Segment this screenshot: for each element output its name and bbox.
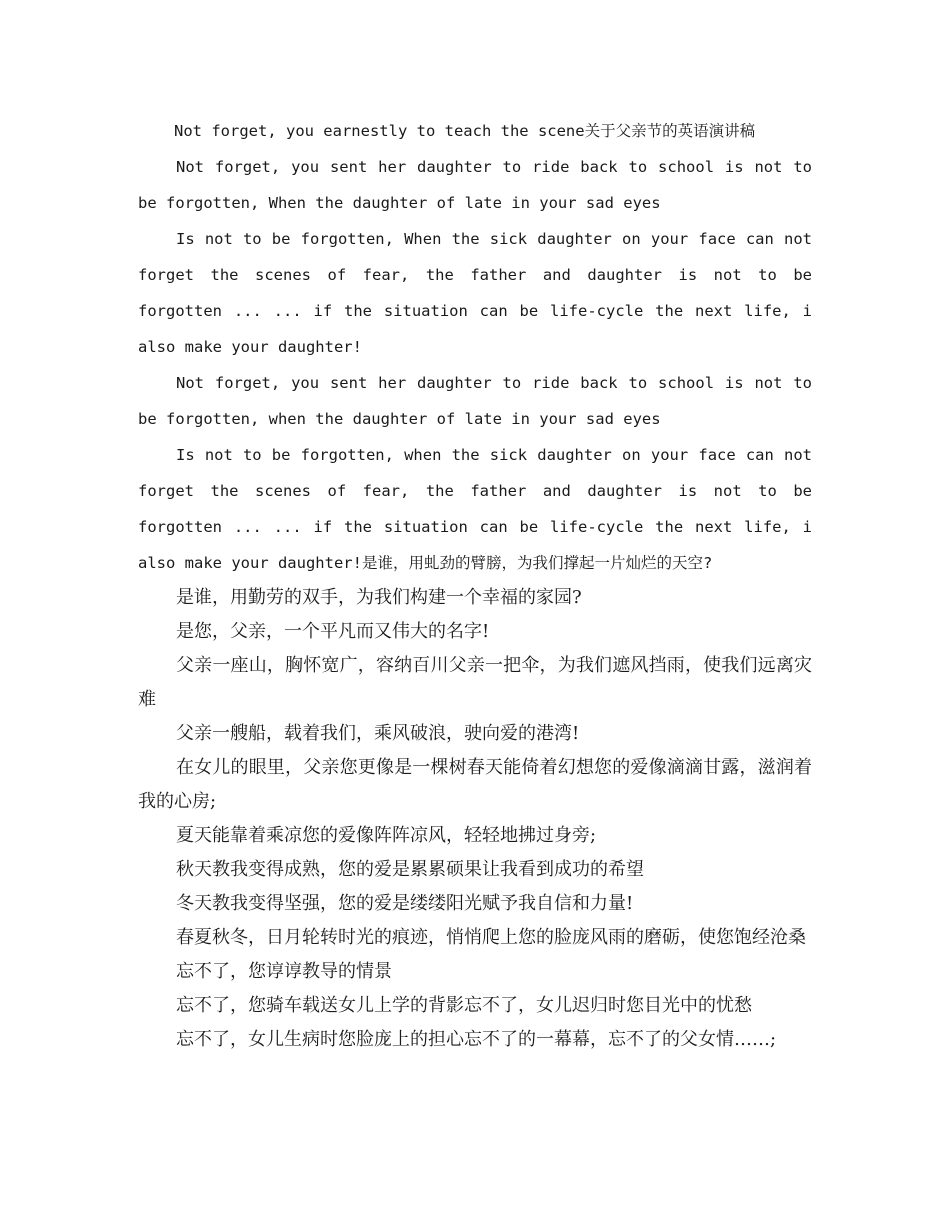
paragraph-4: Not forget, you sent her daughter to ride back to school is not to be forgotten, when the daughter of late in your sad eyes (138, 374, 812, 428)
paragraph-2: Not forget, you sent her daughter to ride back to school is not to be forgotten, When the daughter of late in your sad eyes (138, 158, 812, 212)
paragraph-3: Is not to be forgotten, When the sick daughter on your face can not forget the scenes of fear, the father and daughter is not to be forgotten ... ... if the situation can be life-cycle the next life, i also make your daughter! (138, 230, 812, 356)
paragraph-7: 是您，父亲，一个平凡而又伟大的名字! (176, 621, 490, 642)
paragraph-14: 春夏秋冬，日月轮转时光的痕迹，悄悄爬上您的脸庞风雨的磨砺，使您饱经沧桑 (176, 927, 806, 948)
paragraph-17: 忘不了，女儿生病时您脸庞上的担心忘不了的一幕幕，忘不了的父女情……; (176, 1029, 777, 1050)
paragraph-15: 忘不了，您谆谆教导的情景 (176, 961, 392, 982)
paragraph-13: 冬天教我变得坚强，您的爱是缕缕阳光赋予我自信和力量! (176, 893, 634, 914)
paragraph-11: 夏天能靠着乘凉您的爱像阵阵凉风，轻轻地拂过身旁; (176, 825, 597, 846)
paragraph-6: 是谁，用勤劳的双手，为我们构建一个幸福的家园? (176, 587, 582, 608)
paragraph-16: 忘不了，您骑车载送女儿上学的背影忘不了，女儿迟归时您目光中的忧愁 (176, 995, 752, 1016)
paragraph-12: 秋天教我变得成熟，您的爱是累累硕果让我看到成功的希望 (176, 859, 644, 880)
document-body (138, 113, 812, 1057)
paragraph-10: 在女儿的眼里，父亲您更像是一棵树春天能倚着幻想您的爱像滴滴甘露，滋润着我的心房; (138, 757, 812, 812)
paragraph-1: Not forget, you earnestly to teach the scene关于父亲节的英语演讲稿 (174, 122, 756, 140)
paragraph-8: 父亲一座山，胸怀宽广，容纳百川父亲一把伞，为我们遮风挡雨，使我们远离灾难 (138, 655, 812, 710)
paragraph-9: 父亲一艘船，载着我们，乘风破浪，驶向爱的港湾! (176, 723, 580, 744)
paragraph-5: Is not to be forgotten, when the sick daughter on your face can not forget the scenes of fear, the father and daughter is not to be forgotten ... ... if the situation can be life-cycle the next life, i also make your daughter!是谁，用虬劲的臂膀，为我们撑起一片灿烂的天空? (138, 446, 812, 572)
